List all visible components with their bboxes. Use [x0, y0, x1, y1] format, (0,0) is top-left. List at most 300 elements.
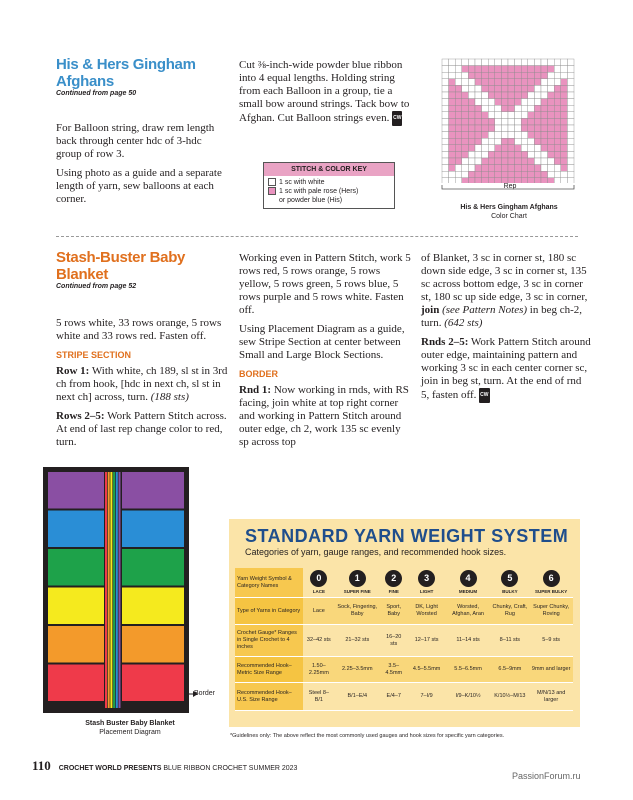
chart-cell: [442, 85, 449, 92]
chart-cell: [534, 165, 541, 172]
chart-cell: [449, 138, 456, 145]
chart-cell: [521, 138, 528, 145]
chart-cell: [495, 165, 502, 172]
chart-cell: [541, 99, 548, 106]
stash-col2: [239, 252, 411, 455]
chart-cell: [455, 151, 462, 158]
chart-cell: [495, 158, 502, 165]
chart-cell: [455, 79, 462, 86]
chart-cell: [488, 171, 495, 178]
chart-cell: [534, 138, 541, 145]
large-block: [122, 588, 184, 625]
chart-cell: [534, 158, 541, 165]
chart-cell: [528, 105, 535, 112]
diagram-caption-title: Stash Buster Baby Blanket: [85, 720, 175, 727]
stripe: [119, 472, 121, 708]
chart-cell: [515, 112, 522, 119]
chart-cell: [501, 112, 508, 119]
chart-cell: [442, 178, 449, 183]
chart-cell: [561, 112, 568, 119]
yarn-ball-icon: 1: [349, 570, 366, 587]
chart-cell: [468, 105, 475, 112]
chart-cell: [462, 79, 469, 86]
chart-cell: [449, 99, 456, 106]
chart-cell: [475, 99, 482, 106]
chart-cell: [561, 59, 568, 66]
chart-cell: [508, 138, 515, 145]
gingham-p2: Using photo as a guide and a separate length of yarn, sew balloons at each corner.: [56, 167, 222, 205]
chart-cell: [468, 66, 475, 73]
chart-cell: [534, 105, 541, 112]
chart-cell: [554, 145, 561, 152]
chart-cell: [508, 59, 515, 66]
chart-cell: [561, 105, 568, 112]
chart-cell: [495, 85, 502, 92]
chart-cell: [541, 165, 548, 172]
chart-cell: [449, 79, 456, 86]
weight-cell: 6 SUPER BULKY: [529, 568, 573, 598]
chart-cell: [548, 138, 555, 145]
chart-cell: [541, 72, 548, 79]
chart-cell: [488, 66, 495, 73]
small-block: [48, 511, 104, 548]
chart-cell: [561, 118, 568, 125]
chart-cell: [561, 165, 568, 172]
chart-cell: [495, 125, 502, 132]
stripe-section-heading: STRIPE SECTION: [56, 350, 132, 360]
chart-cell: [521, 72, 528, 79]
chart-cell: [541, 79, 548, 86]
chart-cell: [561, 171, 568, 178]
chart-cell: [548, 158, 555, 165]
key-row-blue: or powder blue (His): [279, 197, 343, 204]
chart-cell: [515, 132, 522, 139]
chart-cell: [528, 151, 535, 158]
chart-cell: [455, 125, 462, 132]
chart-cell: [482, 112, 489, 119]
chart-cell: [554, 92, 561, 99]
chart-rep-label: Rep: [503, 183, 517, 190]
chart-cell: [462, 85, 469, 92]
chart-cell: [554, 72, 561, 79]
chart-cell: [548, 92, 555, 99]
chart-cell: [501, 118, 508, 125]
chart-cell: [508, 85, 515, 92]
chart-cell: [567, 72, 574, 79]
chart-cell: [468, 151, 475, 158]
chart-cell: [548, 85, 555, 92]
chart-cell: [455, 59, 462, 66]
chart-cell: [528, 92, 535, 99]
chart-cell: [488, 72, 495, 79]
chart-cell: [501, 125, 508, 132]
chart-caption-title: His & Hers Gingham Afghans: [460, 204, 558, 211]
chart-cell: [508, 151, 515, 158]
chart-cell: [442, 158, 449, 165]
yarn-ball-icon: 6: [543, 570, 560, 587]
chart-cell: [534, 66, 541, 73]
chart-cell: [462, 145, 469, 152]
chart-cell: [449, 72, 456, 79]
cw-logo-icon: CW: [479, 388, 489, 403]
chart-cell: [501, 145, 508, 152]
chart-cell: [515, 118, 522, 125]
chart-cell: [495, 171, 502, 178]
chart-cell: [567, 171, 574, 178]
chart-cell: [541, 112, 548, 119]
chart-cell: [449, 171, 456, 178]
chart-cell: [455, 85, 462, 92]
chart-cell: [548, 99, 555, 106]
chart-cell: [554, 59, 561, 66]
chart-cell: [548, 72, 555, 79]
chart-cell: [455, 105, 462, 112]
chart-cell: [515, 145, 522, 152]
rep-bracket: [440, 184, 576, 192]
chart-cell: [455, 118, 462, 125]
chart-cell: [541, 145, 548, 152]
chart-cell: [548, 112, 555, 119]
chart-cell: [455, 112, 462, 119]
gingham-col1: [56, 122, 228, 212]
chart-cell: [534, 72, 541, 79]
chart-cell: [541, 171, 548, 178]
chart-cell: [442, 59, 449, 66]
chart-cell: [541, 125, 548, 132]
chart-cell: [462, 138, 469, 145]
chart-cell: [554, 165, 561, 172]
chart-cell: [534, 171, 541, 178]
chart-cell: [554, 85, 561, 92]
chart-cell: [442, 171, 449, 178]
chart-cell: [475, 112, 482, 119]
chart-cell: [521, 171, 528, 178]
chart-cell: [534, 151, 541, 158]
chart-cell: [508, 66, 515, 73]
chart-cell: [475, 105, 482, 112]
table-row: Crochet Gauge* Ranges in Single Crochet to 4 inches 32–42 sts 21–32 sts 16–20 sts 12–17 sts 11–14 sts 8–11 sts 5–9 sts: [235, 625, 573, 657]
yarn-ball-icon: 0: [310, 570, 327, 587]
chart-cell: [501, 151, 508, 158]
chart-cell: [501, 85, 508, 92]
chart-cell: [554, 105, 561, 112]
small-block: [48, 549, 104, 586]
chart-cell: [455, 145, 462, 152]
chart-cell: [534, 99, 541, 106]
chart-cell: [528, 99, 535, 106]
stripe: [110, 472, 112, 708]
chart-cell: [449, 112, 456, 119]
chart-cell: [508, 171, 515, 178]
chart-caption-sub: Color Chart: [491, 213, 527, 220]
large-block: [122, 472, 184, 509]
chart-cell: [442, 92, 449, 99]
chart-cell: [528, 158, 535, 165]
chart-cell: [501, 105, 508, 112]
gingham-color-chart: [440, 57, 576, 183]
key-row-white: 1 sc with white: [268, 178, 390, 187]
chart-cell: [475, 165, 482, 172]
chart-cell: [521, 112, 528, 119]
gingham-p3: Cut ⅜-inch-wide powder blue ribbon into 4 equal lengths. Holding string from each Balloon in a group, tie a small bow around strings. Tack bow to Afghan. Cut Balloon strings even.: [239, 59, 410, 125]
chart-cell: [528, 85, 535, 92]
gingham-heading: [56, 56, 226, 97]
stash-c2p2: Using Placement Diagram as a guide, sew Stripe Section at center between Small and Large Block Sections.: [239, 323, 405, 361]
chart-cell: [449, 125, 456, 132]
stash-col1: [56, 317, 228, 455]
chart-cell: [462, 59, 469, 66]
chart-cell: [534, 92, 541, 99]
chart-cell: [534, 125, 541, 132]
chart-cell: [567, 118, 574, 125]
chart-cell: [475, 92, 482, 99]
chart-cell: [521, 125, 528, 132]
chart-cell: [561, 72, 568, 79]
chart-cell: [534, 132, 541, 139]
chart-cell: [567, 125, 574, 132]
chart-cell: [462, 105, 469, 112]
chart-cell: [567, 178, 574, 183]
chart-cell: [541, 85, 548, 92]
chart-cell: [488, 125, 495, 132]
stash-c3p1: of Blanket, 3 sc in corner st, 180 sc down side edge, 3 sc in corner st, 135 sc across bottom edge, 3 sc in corner st, 180 sc up side edge, 3 sc in corner, join (see Pattern Notes) in beg ch-2, turn. (642 sts): [421, 252, 588, 329]
chart-cell: [554, 132, 561, 139]
chart-cell: [561, 138, 568, 145]
chart-cell: [442, 125, 449, 132]
chart-cell: [468, 99, 475, 106]
chart-cell: [488, 99, 495, 106]
chart-cell: [515, 158, 522, 165]
chart-cell: [528, 125, 535, 132]
chart-cell: [468, 112, 475, 119]
chart-cell: [488, 132, 495, 139]
chart-cell: [554, 125, 561, 132]
chart-cell: [495, 118, 502, 125]
chart-cell: [475, 132, 482, 139]
chart-cell: [521, 132, 528, 139]
chart-cell: [482, 125, 489, 132]
chart-cell: [462, 171, 469, 178]
yarn-ball-icon: 2: [385, 570, 402, 587]
chart-cell: [442, 66, 449, 73]
chart-cell: [521, 145, 528, 152]
chart-cell: [468, 85, 475, 92]
chart-cell: [442, 79, 449, 86]
chart-cell: [482, 59, 489, 66]
chart-cell: [488, 59, 495, 66]
chart-cell: [515, 105, 522, 112]
stash-continued: Continued from page 52: [56, 283, 137, 290]
chart-cell: [488, 138, 495, 145]
chart-cell: [515, 99, 522, 106]
chart-cell: [455, 171, 462, 178]
chart-cell: [495, 92, 502, 99]
chart-cell: [462, 158, 469, 165]
chart-cell: [475, 145, 482, 152]
large-block: [122, 626, 184, 663]
chart-cell: [455, 66, 462, 73]
chart-cell: [475, 171, 482, 178]
chart-cell: [468, 165, 475, 172]
chart-cell: [442, 118, 449, 125]
chart-cell: [528, 66, 535, 73]
chart-cell: [488, 92, 495, 99]
chart-cell: [567, 92, 574, 99]
chart-cell: [455, 165, 462, 172]
chart-cell: [495, 151, 502, 158]
chart-cell: [548, 59, 555, 66]
chart-cell: [541, 158, 548, 165]
chart-cell: [561, 79, 568, 86]
chart-cell: [495, 112, 502, 119]
small-block: [48, 665, 104, 702]
chart-cell: [501, 79, 508, 86]
chart-cell: [462, 92, 469, 99]
chart-cell: [508, 145, 515, 152]
table-row: Type of Yarns in Category Lace Sock, Fingering, Baby Sport, Baby DK, Light Worsted Worsted, Afghan, Aran Chunky, Craft, Rug Super Chunky, Roving: [235, 598, 573, 625]
chart-cell: [442, 112, 449, 119]
chart-cell: [515, 151, 522, 158]
chart-cell: [468, 118, 475, 125]
chart-cell: [548, 118, 555, 125]
chart-cell: [475, 158, 482, 165]
chart-cell: [528, 72, 535, 79]
chart-cell: [482, 66, 489, 73]
chart-cell: [534, 118, 541, 125]
chart-cell: [482, 151, 489, 158]
yarn-weight-panel: [229, 519, 580, 727]
chart-cell: [561, 66, 568, 73]
chart-cell: [561, 145, 568, 152]
stash-rnd1: Rnd 1: Now working in rnds, with RS facing, join white at top right corner and working in Pattern Stitch around outer edge, ch 2, work 135 sc evenly sp across top: [239, 384, 409, 448]
chart-cell: [515, 138, 522, 145]
chart-cell: [515, 85, 522, 92]
chart-cell: [455, 92, 462, 99]
chart-cell: [468, 145, 475, 152]
chart-cell: [501, 138, 508, 145]
chart-cell: [567, 79, 574, 86]
chart-cell: [449, 145, 456, 152]
stash-heading: [56, 249, 236, 290]
chart-cell: [541, 178, 548, 183]
chart-cell: [488, 112, 495, 119]
small-block: [48, 588, 104, 625]
large-block: [122, 665, 184, 702]
chart-cell: [528, 132, 535, 139]
stash-col3: [421, 252, 591, 409]
chart-cell: [501, 171, 508, 178]
chart-cell: [554, 118, 561, 125]
chart-cell: [449, 92, 456, 99]
stash-rows2-5: Rows 2–5: Work Pattern Stitch across. At end of last rep change color to red, turn.: [56, 410, 227, 448]
chart-cell: [554, 171, 561, 178]
chart-cell: [561, 132, 568, 139]
chart-cell: [508, 132, 515, 139]
weight-cell: 4 MEDIUM: [446, 568, 491, 598]
chart-cell: [442, 145, 449, 152]
chart-cell: [554, 158, 561, 165]
stripe: [113, 472, 115, 708]
chart-cell: [442, 165, 449, 172]
chart-cell: [455, 99, 462, 106]
chart-cell: [475, 66, 482, 73]
chart-cell: [528, 59, 535, 66]
chart-cell: [462, 178, 469, 183]
chart-cell: [548, 79, 555, 86]
stitch-color-key: [263, 162, 395, 209]
chart-cell: [462, 112, 469, 119]
yarn-weight-table: [235, 568, 573, 711]
chart-cell: [501, 165, 508, 172]
chart-cell: [528, 165, 535, 172]
chart-cell: [548, 105, 555, 112]
chart-cell: [468, 158, 475, 165]
weight-cell: 3 LIGHT: [408, 568, 446, 598]
chart-cell: [515, 171, 522, 178]
chart-cell: [488, 165, 495, 172]
chart-cell: [541, 66, 548, 73]
chart-cell: [515, 59, 522, 66]
gingham-title-line1: His & Hers Gingham: [56, 56, 196, 73]
chart-cell: [508, 72, 515, 79]
chart-cell: [508, 79, 515, 86]
pink-swatch-icon: [268, 187, 276, 195]
chart-cell: [554, 178, 561, 183]
chart-cell: [541, 59, 548, 66]
chart-cell: [515, 66, 522, 73]
weight-cell: 1 SUPER FINE: [335, 568, 380, 598]
chart-cell: [462, 99, 469, 106]
key-row-rose: 1 sc with pale rose (Hers): [268, 187, 390, 196]
gingham-continued: Continued from page 50: [56, 90, 137, 97]
chart-cell: [442, 151, 449, 158]
chart-cell: [501, 92, 508, 99]
chart-cell: [468, 125, 475, 132]
chart-cell: [475, 85, 482, 92]
chart-cell: [482, 138, 489, 145]
chart-cell: [521, 165, 528, 172]
chart-cell: [442, 132, 449, 139]
weight-cell: 2 FINE: [380, 568, 408, 598]
chart-cell: [515, 79, 522, 86]
chart-cell: [488, 79, 495, 86]
page-number: 110: [32, 758, 51, 773]
chart-cell: [482, 158, 489, 165]
chart-cell: [508, 112, 515, 119]
chart-cell: [528, 171, 535, 178]
stripe: [116, 472, 118, 708]
chart-cell: [482, 79, 489, 86]
stash-p1: 5 rows white, 33 rows orange, 5 rows white and 33 rows red. Fasten off.: [56, 317, 222, 342]
chart-cell: [521, 105, 528, 112]
chart-cell: [528, 112, 535, 119]
chart-cell: [548, 66, 555, 73]
gingham-col2: [239, 59, 417, 132]
stash-title: Stash-Buster Baby Blanket: [56, 249, 186, 283]
chart-cell: [495, 99, 502, 106]
chart-cell: [495, 132, 502, 139]
chart-cell: [521, 99, 528, 106]
chart-cell: [462, 151, 469, 158]
chart-cell: [548, 171, 555, 178]
weight-cell: 5 BULKY: [490, 568, 529, 598]
chart-cell: [468, 92, 475, 99]
chart-cell: [455, 132, 462, 139]
chart-cell: [495, 145, 502, 152]
chart-cell: [475, 79, 482, 86]
chart-cell: [468, 138, 475, 145]
chart-cell: [521, 158, 528, 165]
